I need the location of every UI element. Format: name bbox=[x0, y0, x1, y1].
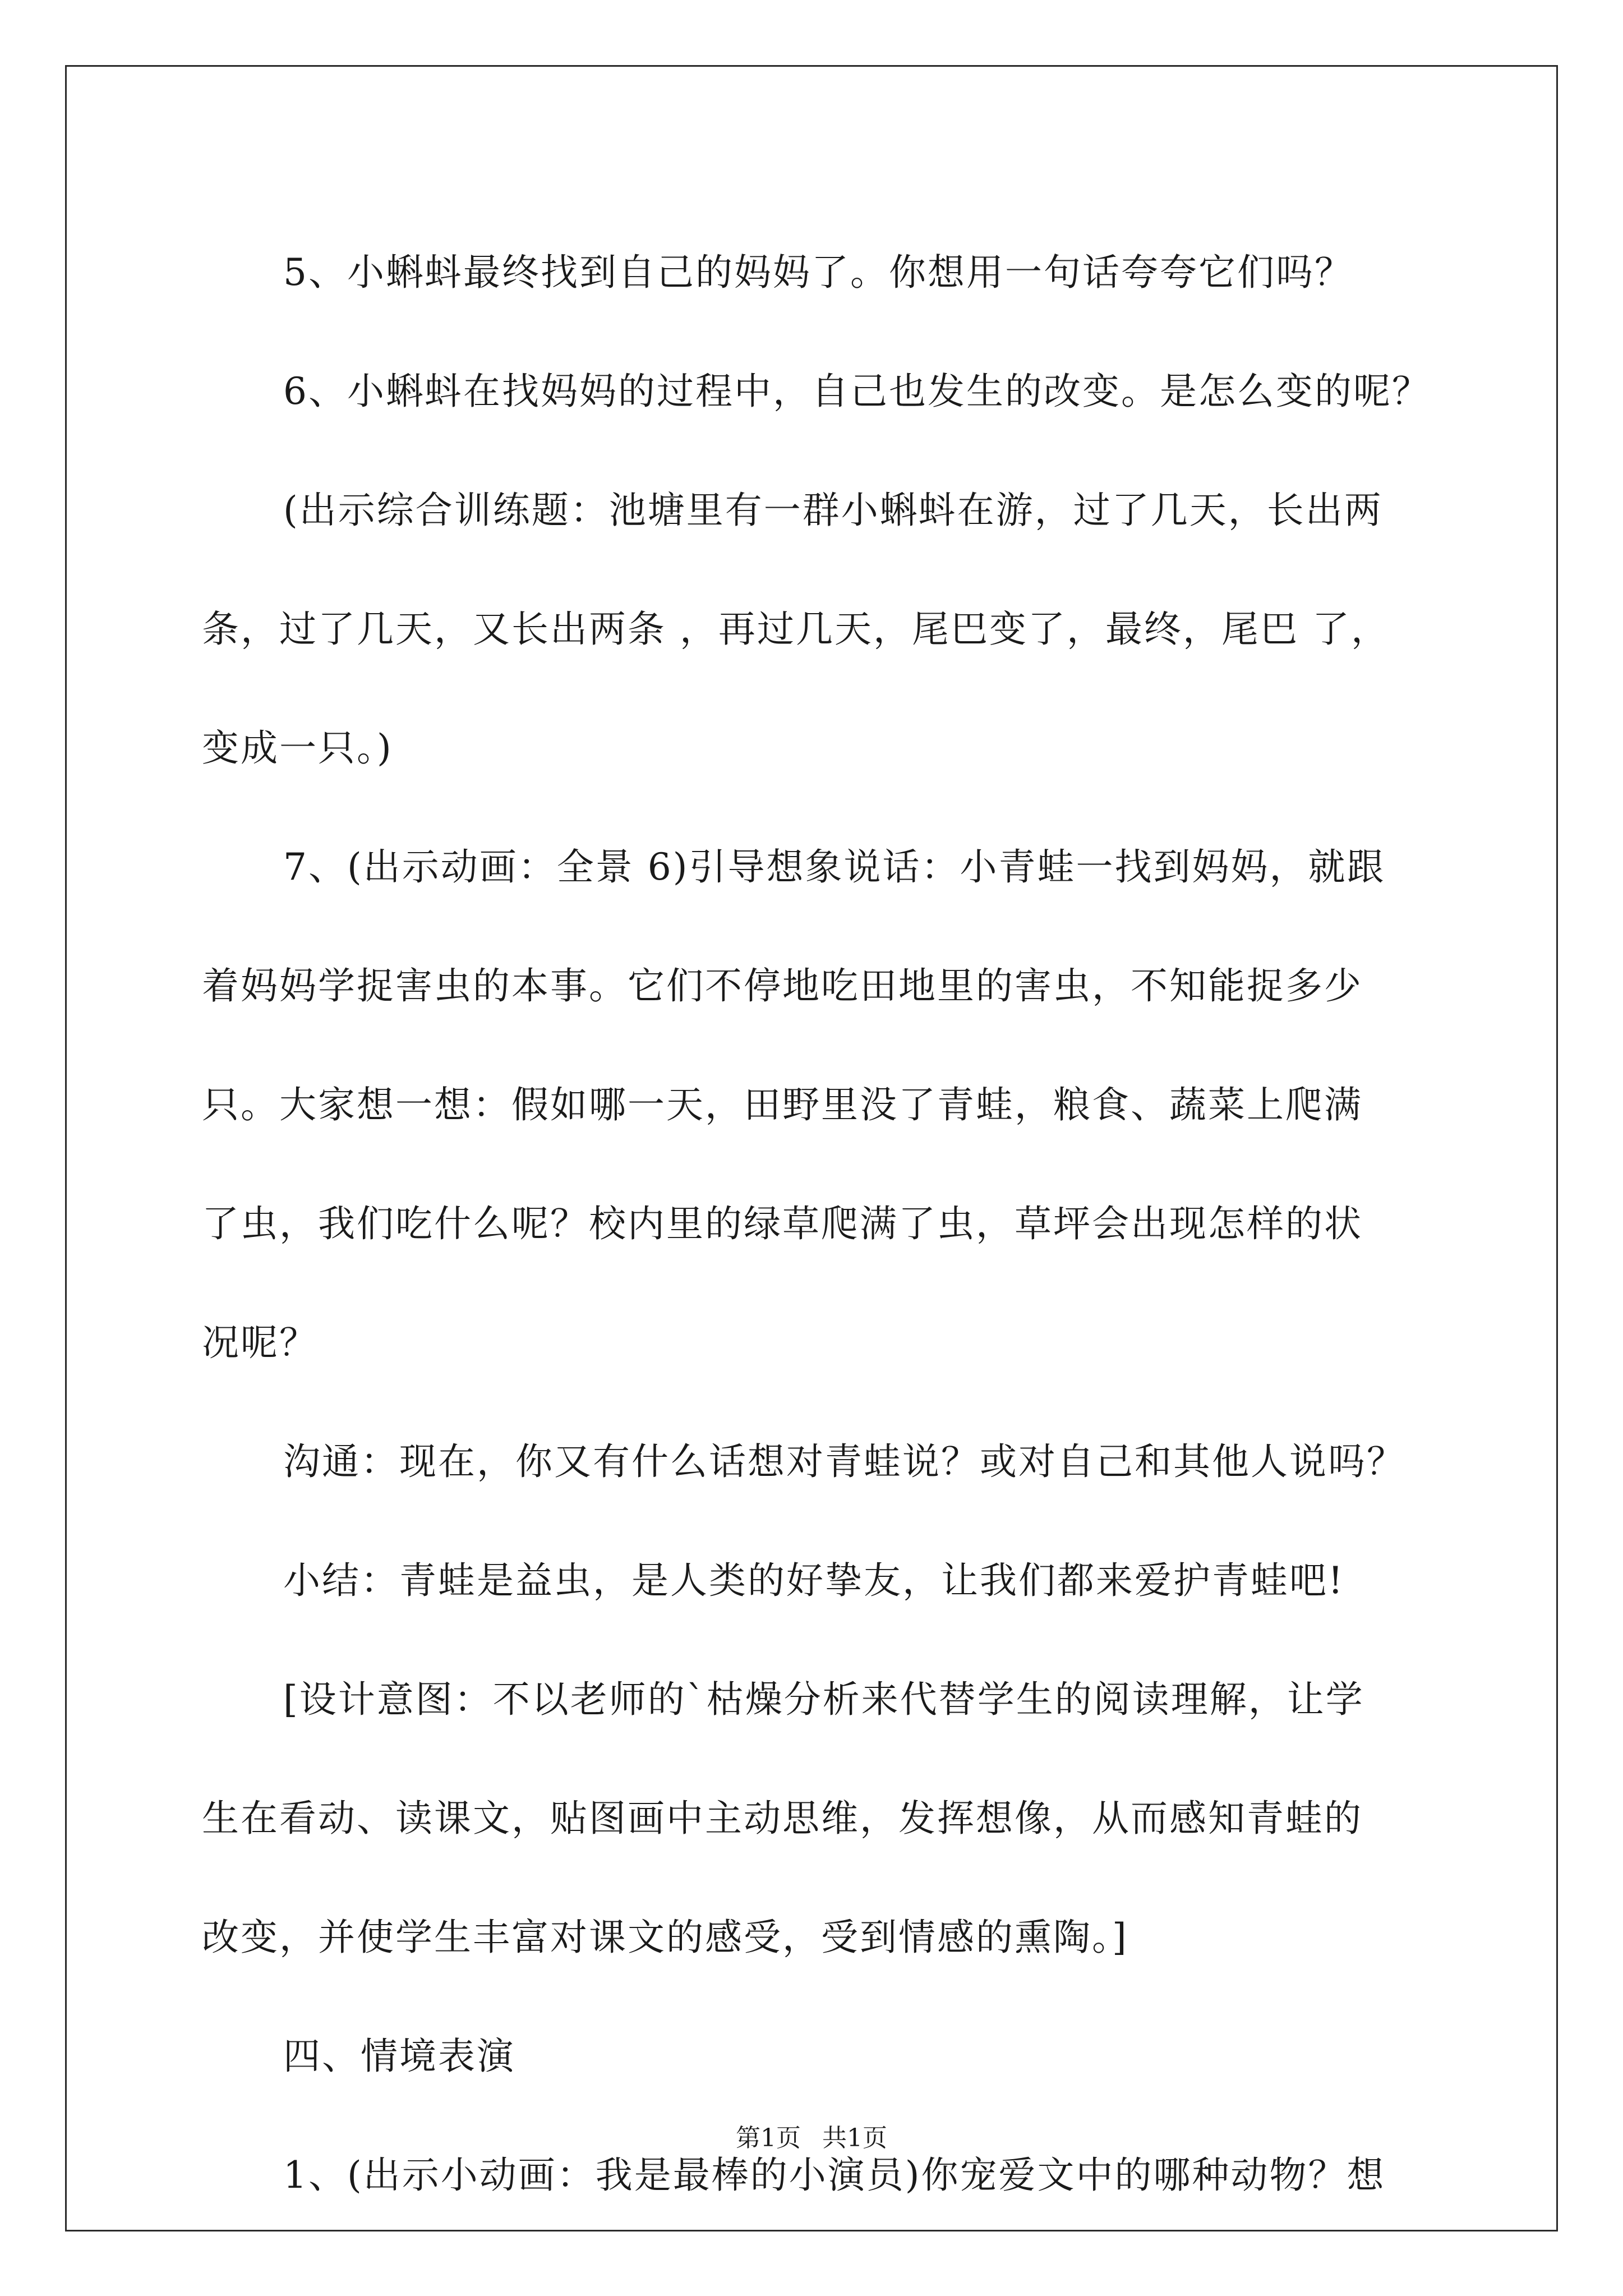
paragraph bbox=[202, 1402, 1430, 1521]
text-line: 沟通：现在，你又有什么话想对青蛙说？或对自己和其他人说吗？ bbox=[283, 1440, 1405, 1483]
paragraph bbox=[202, 213, 1430, 332]
text-line: 1、(出示小动画：我是最棒的小演员)你宠爱文中的哪种动物？想 bbox=[283, 2154, 1386, 2197]
text-line: 生在看动、读课文，贴图画中主动思维，发挥想像，从而感知青蛙的 bbox=[202, 1797, 1363, 1840]
text-line: 况呢？ bbox=[202, 1321, 318, 1364]
paragraph bbox=[202, 1640, 1430, 1997]
page-total: 共1页 bbox=[822, 2124, 887, 2152]
text-line: 变成一只。) bbox=[202, 726, 393, 770]
paragraph bbox=[202, 1521, 1430, 1640]
text-line: 5、小蝌蚪最终找到自己的妈妈了。你想用一句话夸夸它们吗？ bbox=[283, 251, 1353, 294]
text-line: 7、(出示动画：全景 6)引导想象说话：小青蛙一找到妈妈，就跟 bbox=[283, 845, 1386, 889]
text-line: 四、情境表演 bbox=[283, 2035, 515, 2078]
text-line: 小结：青蛙是益虫，是人类的好挚友，让我们都来爱护青蛙吧! bbox=[283, 1559, 1345, 1602]
paragraph bbox=[202, 808, 1430, 1402]
text-line: 改变，并使学生丰富对课文的感受，受到情感的熏陶。] bbox=[202, 1916, 1128, 1959]
page-number: 第1页 bbox=[736, 2124, 801, 2152]
page-footer bbox=[0, 2122, 1623, 2155]
text-line: 着妈妈学捉害虫的本事。它们不停地吃田地里的害虫，不知能捉多少 bbox=[202, 964, 1363, 1007]
text-line: 条，过了几天，又长出两条 ，再过几天，尾巴变了，最终，尾巴 了， bbox=[202, 608, 1390, 651]
document-body bbox=[202, 213, 1430, 2235]
text-line: [设计意图：不以老师的`枯燥分析来代替学生的阅读理解，让学 bbox=[283, 1678, 1364, 1721]
text-line: 6、小蝌蚪在找妈妈的过程中，自己也发生的改变。是怎么变的呢？ bbox=[283, 370, 1431, 413]
text-line: 了虫，我们吃什么呢？校内里的绿草爬满了虫，草坪会出现怎样的状 bbox=[202, 1202, 1363, 1245]
text-line: 只。大家想一想：假如哪一天，田野里没了青蛙，粮食、蔬菜上爬满 bbox=[202, 1083, 1363, 1126]
paragraph bbox=[202, 332, 1430, 451]
paragraph bbox=[202, 451, 1430, 808]
text-line: (出示综合训练题：池塘里有一群小蝌蚪在游，过了几天，长出两 bbox=[283, 489, 1383, 532]
paragraph bbox=[202, 1997, 1430, 2116]
